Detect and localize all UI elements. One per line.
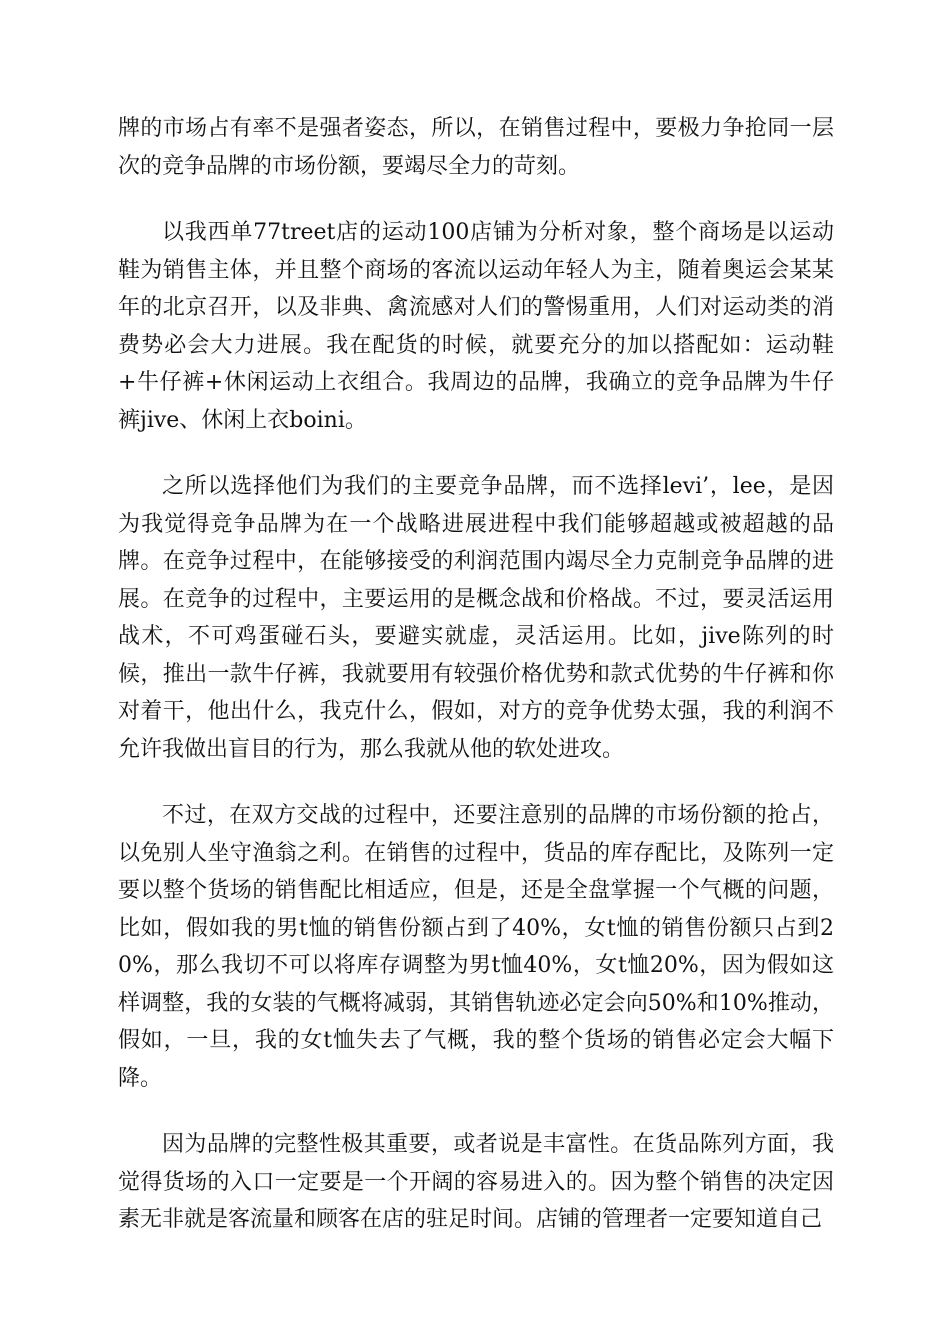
paragraph-5: 因为品牌的完整性极其重要，或者说是丰富性。在货品陈列方面，我觉得货场的入口一定要是一个开阔的容易进入的。因为整个销售的决定因素无非就是客流量和顾客在店的驻足时间。店铺的管理者一定要知道自己: [118, 1132, 834, 1232]
paragraph-2: 以我西单77treet店的运动100店铺为分析对象，整个商场是以运动鞋为销售主体，并且整个商场的客流以运动年轻人为主，随着奥运会某某年的北京召开，以及非典、禽流感对人们的警惕重用，人们对运动类的消费势必会大力进展。我在配货的时候，就要充分的加以搭配如：运动鞋+牛仔裤+休闲运动上衣组合。我周边的品牌，我确立的竞争品牌为牛仔裤jive、休闲上衣boini。: [118, 220, 834, 433]
paragraph-3: 之所以选择他们为我们的主要竞争品牌，而不选择levi’，lee，是因为我觉得竞争品牌为在一个战略进展进程中我们能够超越或被超越的品牌。在竞争过程中，在能够接受的利润范围内竭尽全力克制竞争品牌的进展。在竞争的过程中，主要运用的是概念战和价格战。不过，要灵活运用战术，不可鸡蛋碰石头，要避实就虚，灵活运用。比如，jive陈列的时候，推出一款牛仔裤，我就要用有较强价格优势和款式优势的牛仔裤和你对着干，他出什么，我克什么，假如，对方的竞争优势太强，我的利润不允许我做出盲目的行为，那么我就从他的软处进攻。: [118, 474, 834, 762]
document-body: [118, 110, 834, 1268]
paragraph-1: 牌的市场占有率不是强者姿态，所以，在销售过程中，要极力争抢同一层次的竞争品牌的市场份额，要竭尽全力的苛刻。: [118, 116, 834, 179]
paragraph-4: 不过，在双方交战的过程中，还要注意别的品牌的市场份额的抢占，以免别人坐守渔翁之利。在销售的过程中，货品的库存配比，及陈列一定要以整个货场的销售配比相适应，但是，还是全盘掌握一个气概的问题，比如，假如我的男t恤的销售份额占到了40%，女t恤的销售份额只占到20%，那么我切不可以将库存调整为男t恤40%，女t恤20%，因为假如这样调整，我的女装的气概将减弱，其销售轨迹必定会向50%和10%推动，假如，一旦，我的女t恤失去了气概，我的整个货场的销售必定会大幅下降。: [118, 803, 834, 1091]
